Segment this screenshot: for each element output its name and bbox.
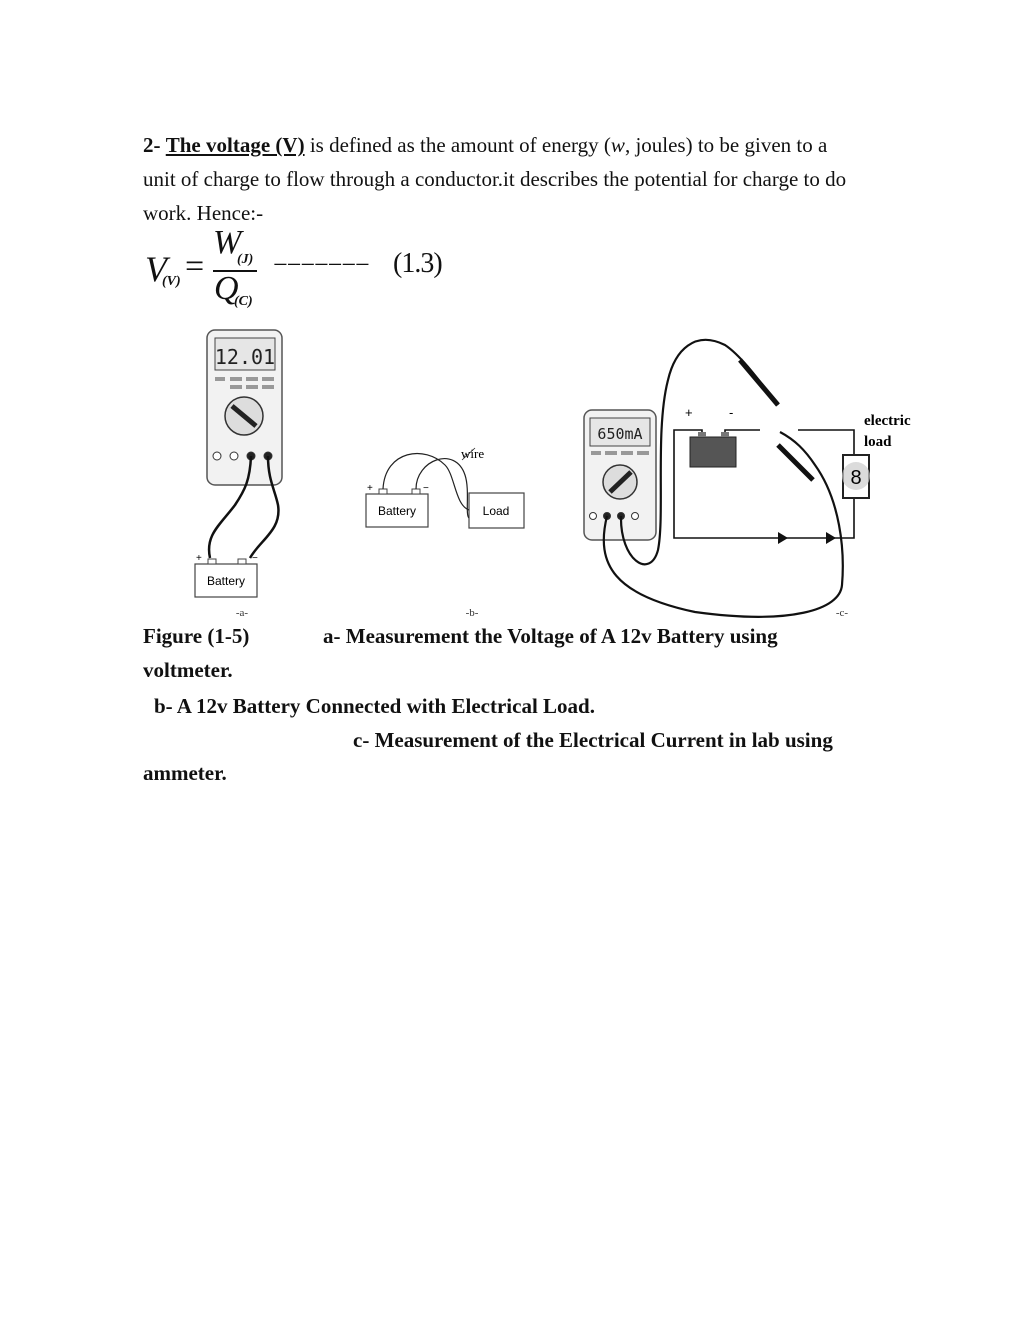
- probe-c-tip-1: [740, 360, 778, 405]
- eq-lhs: V: [145, 249, 167, 289]
- caption-b-text: b- A 12v Battery Connected with Electrical Load.: [154, 694, 595, 718]
- meter-c-display: 650mA: [597, 425, 643, 443]
- battery-c-plus: +: [685, 405, 693, 420]
- caption-a-text: a- Measurement the Voltage of A 12v Battery using: [323, 624, 778, 648]
- battery-a-minus: −: [252, 553, 258, 564]
- energy-symbol: w: [610, 133, 625, 157]
- figure-a-sub-label: -a-: [235, 607, 249, 619]
- eq-lhs-sub: (V): [162, 274, 181, 289]
- circuit-wire-top-left: [725, 430, 760, 432]
- load-label-line-2: load: [864, 434, 892, 450]
- circuit-wire-right: [840, 498, 854, 538]
- eq-equals: =: [185, 248, 205, 285]
- battery-b-label: Battery: [377, 504, 417, 518]
- intro-line-2: unit of charge to flow through a conductor.it describes the potential for charge to do: [143, 167, 847, 191]
- battery-b-minus: −: [423, 483, 429, 494]
- battery-c: [690, 437, 736, 467]
- eq-denominator: Q: [214, 270, 239, 307]
- battery-a-label: Battery: [206, 574, 246, 588]
- eq-number: (1.3): [393, 248, 442, 279]
- battery-b-plus: +: [367, 483, 373, 494]
- caption-c-cont: ammeter.: [143, 761, 227, 785]
- figure-1-5: [150, 320, 930, 620]
- intro-line-1-end: , joules) to be given to a: [624, 133, 828, 157]
- caption-a-cont: voltmeter.: [143, 658, 233, 682]
- figure-a: [195, 330, 282, 619]
- load-label-line-1: electric: [864, 413, 911, 429]
- figure-c-sub-label: -c-: [835, 607, 849, 619]
- probe-c-tip-2: [778, 445, 813, 480]
- voltage-equation: [143, 224, 483, 323]
- figure-b-sub-label: -b-: [465, 607, 479, 619]
- battery-a-plus: +: [196, 553, 202, 564]
- load-b-label: Load: [482, 504, 510, 518]
- circuit-wire-top-right: [798, 430, 854, 455]
- figure-c: [584, 340, 911, 619]
- eq-numerator: W: [213, 224, 242, 261]
- eq-denominator-sub: (C): [234, 294, 253, 309]
- figure-b: [366, 446, 524, 619]
- battery-c-minus: -: [729, 405, 734, 420]
- eq-dashes: −−−−−−−: [273, 250, 369, 279]
- intro-line-1: [143, 128, 943, 162]
- voltage-term: The voltage (V): [165, 133, 305, 157]
- figure-label: Figure (1-5): [143, 624, 250, 648]
- wire-b-label: wire: [461, 446, 485, 461]
- load-digit: 8: [850, 467, 862, 489]
- eq-numerator-sub: (J): [237, 252, 254, 267]
- section-number: 2-: [143, 133, 161, 157]
- intro-line-1-text: is defined as the amount of energy (: [304, 133, 611, 157]
- caption-c-text: c- Measurement of the Electrical Current in lab using: [353, 728, 833, 752]
- intro-line-3: work. Hence:-: [143, 201, 264, 225]
- meter-a-display: 12.01: [214, 345, 276, 369]
